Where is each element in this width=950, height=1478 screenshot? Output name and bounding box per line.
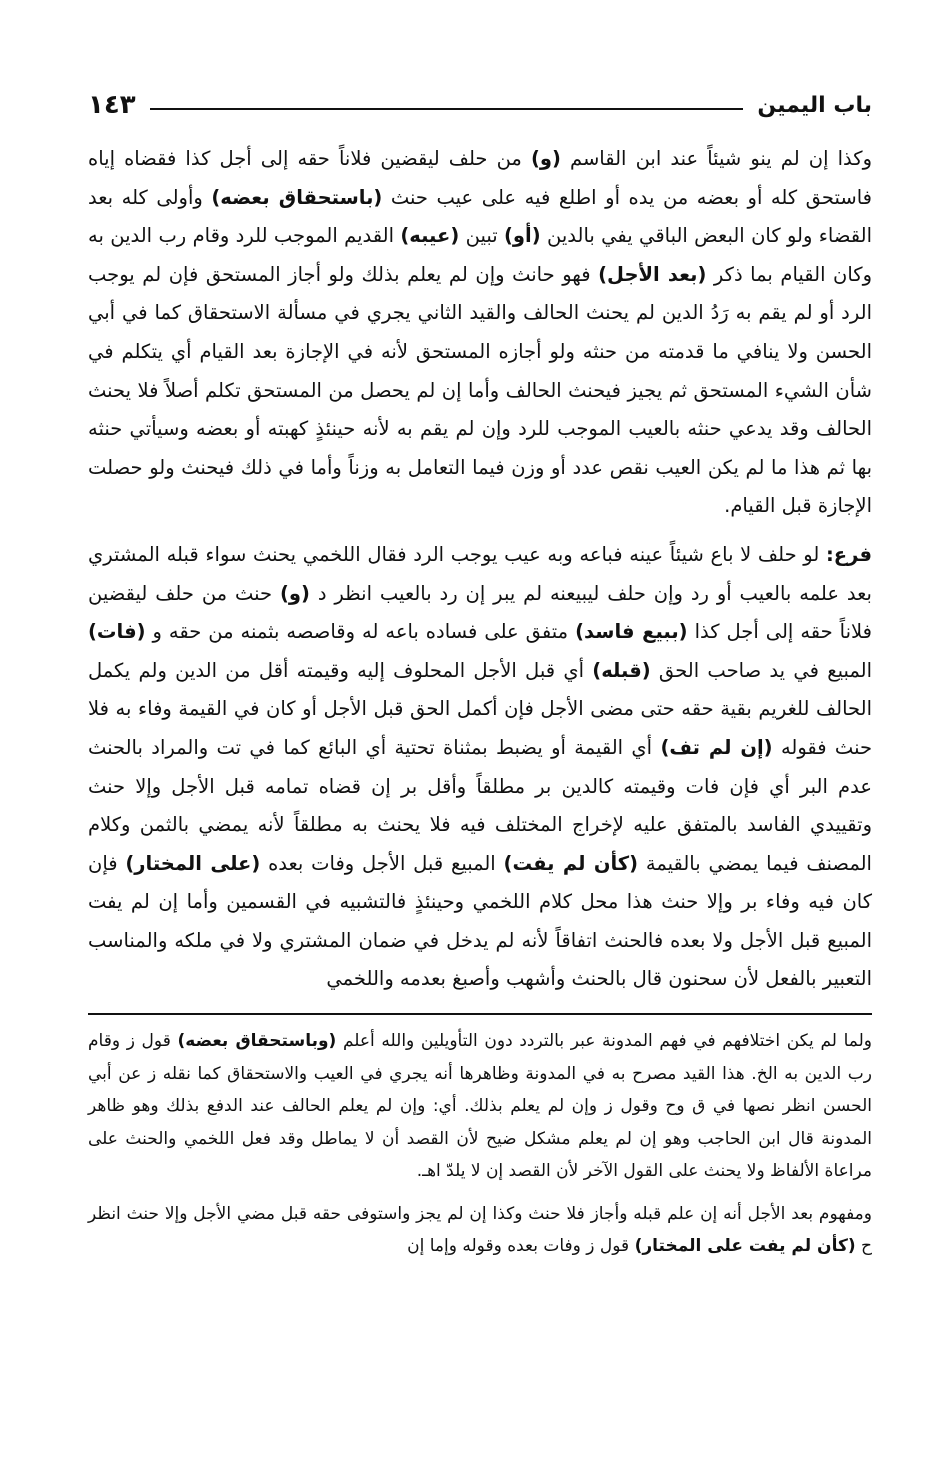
bold-term: (عيبه) (400, 224, 460, 248)
bold-term: (وباستحقاق بعضه) (177, 1031, 337, 1052)
page-number: ١٤٣ (88, 90, 136, 120)
bold-term: (كأن لم يفت على المختار) (634, 1236, 856, 1257)
bold-term: (بعد الأجل) (598, 262, 707, 286)
bold-term: (و) (279, 581, 310, 605)
bold-term: (ببيع فاسد) (575, 620, 688, 644)
text-run: وكذا إن لم ينو شيئاً عند ابن القاسم (560, 147, 872, 170)
text-run: تبين (459, 224, 504, 248)
main-paragraph-2 (88, 536, 872, 999)
book-page (88, 80, 872, 1420)
text-run: قول ز وفات بعده وقوله وإما إن (407, 1236, 635, 1257)
bold-term: (و) (530, 147, 561, 170)
bold-term: (أو) (504, 224, 541, 248)
text-run: ولما لم يكن اختلافهم في فهم المدونة عبر بالتردد دون التأويلين والله أعلم (336, 1031, 872, 1052)
page-header (88, 80, 872, 130)
text-run: القديم الموجب للرد وقام رب الدين به وكان القيام بما ذكر (88, 224, 872, 286)
footnote-2 (88, 1198, 872, 1263)
subsection-label: فرع: (825, 542, 872, 566)
bold-term: (كأن لم يفت) (503, 851, 639, 875)
text-run: متفق على فساده باعه له وقاصصه بثمنه من حقه و (145, 620, 576, 644)
bold-term: (باستحقاق بعضه) (211, 185, 383, 209)
text-run: أي قبل الأجل المحلوف إليه وقيمته أقل من الدين ولم يكمل الحالف للغريم بقية حقه حتى مضى الأجل فإن أكمل الحق قبل الأجل أو كان في القيمة وفاء به فلا حنث فقوله (88, 658, 873, 759)
header-rule (150, 108, 744, 110)
text-run: من حلف ليقضين فلاناً حقه إلى أجل كذا فقضاه إياه فاستحق كله أو بعضه من يده أو اطلع فيه على عيب حنث (88, 147, 873, 209)
text-run: لو حلف لا باع شيئاً عينه فباعه وبه عيب يوجب الرد فقال اللخمي يحنث سواء قبله المشتري بعد علمه بالعيب أو رد وإن حلف ليبيعنه لم يبر إن رد بالعيب انظر د (88, 542, 872, 605)
main-text (88, 140, 872, 999)
text-run: ومفهوم بعد الأجل أنه إن علم قبله وأجاز فلا حنث وكذا إن لم يجز واستوفى حقه قبل مضي الأجل وإلا حنث انظر ح (88, 1203, 872, 1257)
text-run: المبيع في يد صاحب الحق (650, 658, 872, 682)
text-run: حنث من حلف ليقضين فلاناً حقه إلى أجل كذا (88, 581, 872, 644)
text-run: فإن كان فيه وفاء بر وإلا حنث هذا محل كلام اللخمي وحينئذٍ فالتشبيه في القسمين وأما إن لم يفت المبيع قبل الأجل ولا بعده فالحنث اتفاقاً لأنه لم يدخل في ضمان المشتري ولا في ملكه والمناسب التعبير بالفعل لأن سحنون قال بالحنث وأشهب وأصبغ بعدمه واللخمي (88, 851, 872, 991)
footnote-separator (88, 1013, 872, 1015)
text-run: المبيع قبل الأجل وفات بعده (260, 851, 504, 875)
main-paragraph-1 (88, 140, 872, 526)
text-run: فهو حانث وإن لم يعلم بذلك ولو أجاز المستحق فإن لم يوجب الرد أو لم يقم به رَدُ الدين لم يحنث الحالف والقيد الثاني يجري في مسألة الاستحقاق كما في أبي الحسن ولا ينافي ما قدمته من حنثه ولو أجازه المستحق لأنه في الإجازة بعد القيام أي يتكلم في شأن الشيء المستحق ثم يجيز فيحنث الحالف وأما إن لم يحصل من المستحق تكلم أصلاً فلا يحنث الحالف وقد يدعي حنثه بالعيب الموجب للرد وإن لم يقم به لأنه حينئذٍ كهبته أو بعضه وسيأتي حنثه بها ثم هذا ما لم يكن العيب نقص عدد أو وزن فيما التعامل به وزناً وأما في ذلك فيحنث ولو حصلت الإجازة قبل القيام. (88, 262, 872, 518)
chapter-title: باب اليمين (757, 92, 872, 118)
footnotes (88, 1025, 872, 1263)
text-run: قول ز وقام رب الدين به الخ. هذا القيد مصرح به في المدونة وظاهرها أنه يجري في العيب والاستحقاق كما نقله ز عن أبي الحسن انظر نصها في ق وح وقول ز وإن لم يعلم بذلك. أي: وإن لم يعلم الحالف عند الدفع بذلك وهو ظاهر المدونة قال ابن الحاجب وهو إن لم يعلم مشكل ضيح لأن القصد أن لا يماطل وقد فعل اللخمي والحنث على مراعاة الألفاظ ولا يحنث على القول الآخر لأن القصد إن لا يلدّ اهـ. (88, 1031, 872, 1182)
bold-term: (على المختار) (125, 851, 261, 875)
footnote-1 (88, 1025, 872, 1188)
bold-term: (إن لم تف) (660, 735, 773, 759)
text-run: وأولى كله بعد القضاء ولو كان البعض الباقي يفي بالدين (88, 185, 872, 248)
text-run: أي القيمة أو يضبط بمثناة تحتية أي البائع كما في تت والمراد بالحنث عدم البر أي فإن فات وقيمته كالدين بر مطلقاً وأقل بر إن قضاه تمامه قبل الأجل وإلا حنث وتقييدي الفاسد بالمتفق عليه لإخراج المختلف فيه فلا يحنث به مطلقاً لأنه يمضي بالثمن وكلام المصنف فيما يمضي بالقيمة (88, 735, 872, 875)
bold-term: (قبله) (592, 658, 651, 682)
bold-term: (فات) (88, 620, 146, 644)
